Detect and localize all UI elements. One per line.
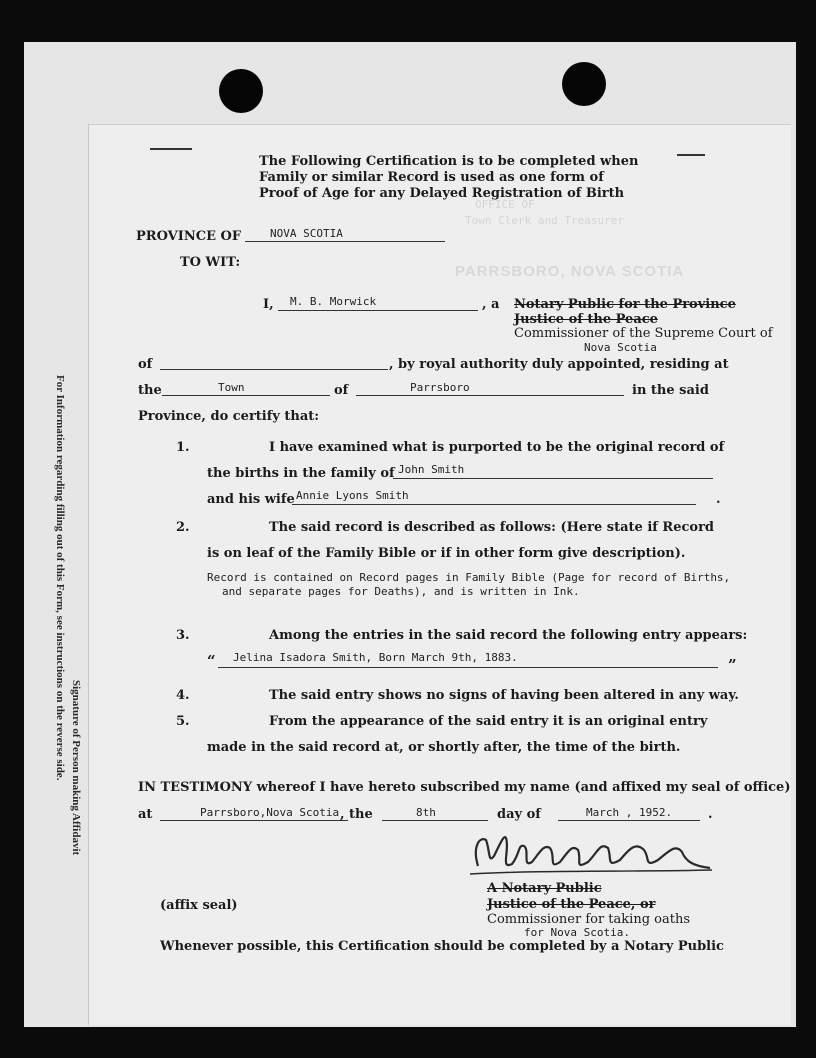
corner-dash-right bbox=[677, 154, 705, 156]
item-5-line-1: From the appearance of the said entry it is an original entry bbox=[269, 714, 708, 729]
day-line bbox=[382, 820, 488, 821]
header-line-3: Proof of Age for any Delayed Registration of Birth bbox=[259, 186, 625, 201]
declarant-name-line bbox=[278, 310, 478, 311]
residence-type-line bbox=[162, 395, 330, 396]
item-2-number: 2. bbox=[176, 520, 190, 535]
the-label: the bbox=[138, 383, 162, 398]
corner-dash-left bbox=[150, 148, 192, 150]
testimony-month-year: March , 1952. bbox=[586, 806, 673, 819]
item-2-line-1: The said record is described as follows: (Here state if Record bbox=[269, 520, 715, 535]
family-name: John Smith bbox=[398, 463, 465, 476]
title-commissioner-province: Nova Scotia bbox=[584, 341, 657, 354]
item-5-line-2: made in the said record at, or shortly after, the time of the birth. bbox=[207, 740, 681, 755]
residence-place-line bbox=[356, 395, 624, 396]
bleed-office: OFFICE OF bbox=[475, 198, 535, 211]
title-commissioner: Commissioner of the Supreme Court of bbox=[514, 326, 773, 341]
sig-title-justice-struck: Justice of the Peace, or bbox=[487, 897, 656, 912]
place-line bbox=[160, 820, 348, 821]
testimony-rest: whereof I have hereto subscribed my name (and affixed my seal of office) bbox=[252, 780, 791, 795]
sig-title-notary-struck: A Notary Public bbox=[487, 881, 602, 896]
affix-seal-label: (affix seal) bbox=[160, 898, 238, 913]
testimony-line bbox=[138, 780, 790, 795]
wife-name-line bbox=[292, 504, 696, 505]
item-5-number: 5. bbox=[176, 714, 190, 729]
item-1-end: . bbox=[716, 492, 721, 507]
sig-commissioner: Commissioner for taking oaths bbox=[487, 912, 690, 927]
i-label: I, bbox=[263, 297, 274, 312]
open-quote: “ bbox=[207, 652, 216, 670]
wife-name: Annie Lyons Smith bbox=[296, 489, 409, 502]
record-entry: Jelina Isadora Smith, Born March 9th, 1883. bbox=[233, 651, 518, 664]
of-label: of bbox=[138, 357, 153, 372]
item-3-number: 3. bbox=[176, 628, 190, 643]
item-1-line-1: I have examined what is purported to be the original record of bbox=[269, 440, 725, 455]
residence-suffix: in the said bbox=[632, 383, 709, 398]
family-name-line bbox=[393, 478, 713, 479]
header-line-2: Family or similar Record is used as one form of bbox=[259, 170, 604, 185]
residence-place: Parrsboro bbox=[410, 381, 470, 394]
the-day-label: , the bbox=[340, 807, 373, 822]
sig-commissioner-province: for Nova Scotia. bbox=[524, 926, 630, 939]
signature-graphic bbox=[460, 826, 730, 882]
side-note-instructions: For Information regarding filling out of this Form, see instructions on the reverse side. bbox=[54, 375, 66, 781]
declarant-name: M. B. Morwick bbox=[290, 295, 377, 308]
title-justice-struck: Justice of the Peace bbox=[514, 312, 658, 327]
item-2-line-2: is on leaf of the Family Bible or if in other form give description). bbox=[207, 546, 686, 561]
item-1-wife-label: and his wife bbox=[207, 492, 295, 507]
testimony-place: Parrsboro,Nova Scotia bbox=[200, 806, 340, 819]
bleed-clerk: Town Clerk and Treasurer bbox=[465, 214, 624, 227]
of-line bbox=[160, 369, 388, 370]
bleed-town: PARRSBORO, NOVA SCOTIA bbox=[455, 263, 685, 280]
testimony-end: . bbox=[708, 807, 713, 822]
testimony-day: 8th bbox=[416, 806, 436, 819]
province-line bbox=[245, 241, 445, 242]
month-line bbox=[558, 820, 700, 821]
residence-type: Town bbox=[218, 381, 245, 394]
punch-hole-right bbox=[562, 62, 606, 106]
certify-line: Province, do certify that: bbox=[138, 409, 320, 424]
record-description-1: Record is contained on Record pages in Family Bible (Page for record of Births, bbox=[207, 571, 731, 584]
record-description-2: and separate pages for Deaths), and is written in Ink. bbox=[222, 585, 580, 598]
item-1-number: 1. bbox=[176, 440, 190, 455]
at-label: at bbox=[138, 807, 153, 822]
of-text: , by royal authority duly appointed, residing at bbox=[389, 357, 729, 372]
province-label: PROVINCE OF bbox=[136, 229, 242, 244]
item-1-family-label: the births in the family of bbox=[207, 466, 395, 481]
footer-note: Whenever possible, this Certification should be completed by a Notary Public bbox=[160, 939, 724, 954]
punch-hole-left bbox=[219, 69, 263, 113]
title-notary-struck: Notary Public for the Province bbox=[514, 297, 736, 312]
side-note-signature: Signature of Person making Affidavit bbox=[70, 680, 82, 856]
residence-of-label: of bbox=[334, 383, 349, 398]
to-wit-label: TO WIT: bbox=[180, 255, 241, 270]
close-quote: ” bbox=[728, 656, 737, 674]
item-4-text: The said entry shows no signs of having been altered in any way. bbox=[269, 688, 739, 703]
testimony-lead: IN TESTIMONY bbox=[138, 780, 253, 795]
province-value: NOVA SCOTIA bbox=[270, 227, 343, 240]
item-3-line-1: Among the entries in the said record the following entry appears: bbox=[269, 628, 748, 643]
header-line-1: The Following Certification is to be completed when bbox=[259, 154, 639, 169]
day-of-label: day of bbox=[497, 807, 541, 822]
entry-line bbox=[218, 667, 718, 668]
item-4-number: 4. bbox=[176, 688, 190, 703]
a-label: , a bbox=[482, 297, 500, 312]
